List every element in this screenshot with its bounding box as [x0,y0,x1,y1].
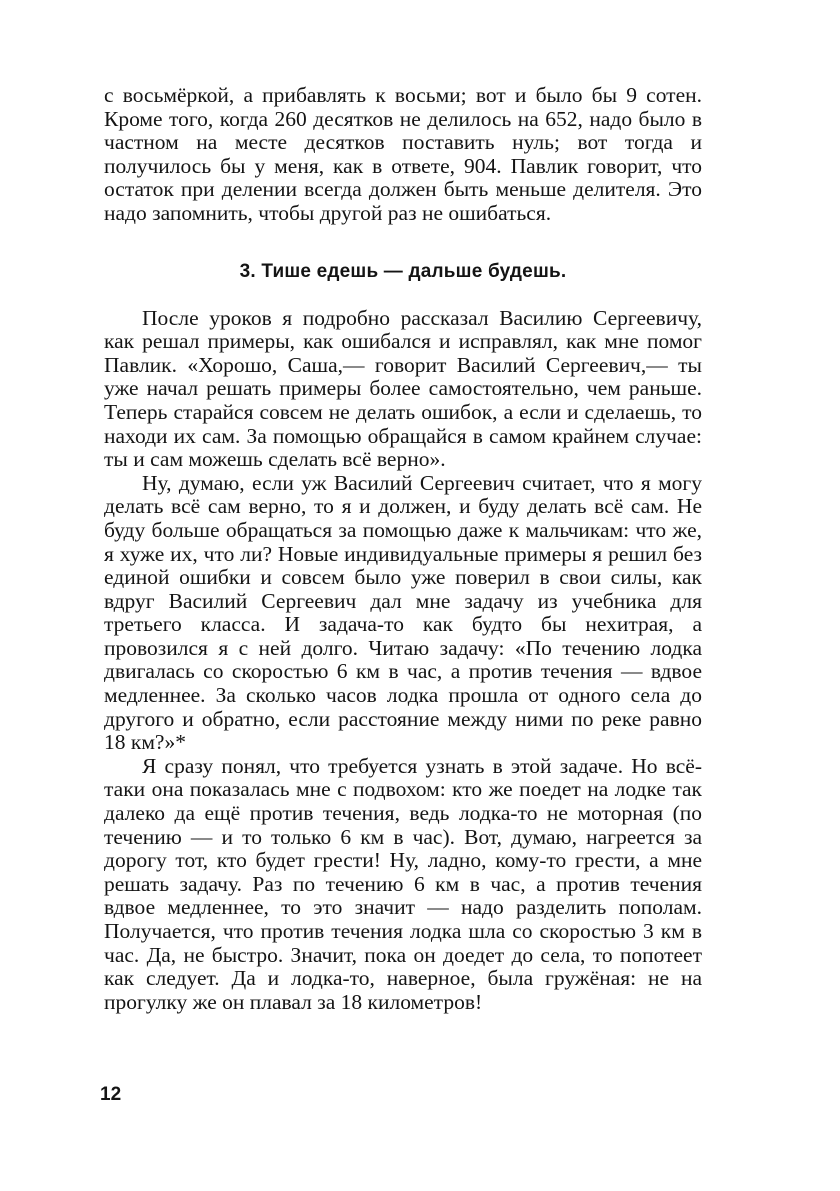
paragraph-1: После уроков я подробно рассказал Василию Сергеевичу, как решал примеры, как ошибался и исправлял, как мне помог Павлик. «Хорошо, Саша,— говорит Василий Сергеевич,— ты уже начал решать примеры более самостоятельно, чем раньше. Теперь старайся совсем не делать ошибок, а если и сделаешь, то находи их сам. За помощью обращайся в самом крайнем случае: ты и сам можешь сделать всё верно». [104,305,702,472]
paragraph-2: Ну, думаю, если уж Василий Сергеевич считает, что я могу делать всё сам верно, то я и должен, и буду делать всё сам. Не буду больше обращаться за помощью даже к мальчикам: что же, я хуже их, что ли? Новые индивидуальные примеры я решил без единой ошибки и совсем было уже поверил в свои силы, как вдруг Василий Сергеевич дал мне задачу из учебника для третьего класса. И задача-то как будто бы нехитрая, а провозился я с ней долго. Читаю задачу: «По течению лодка двигалась со скоростью 6 км в час, а против течения — вдвое медленнее. За сколько часов лодка прошла от одного села до другого и обратно, если расстояние между ними по реке равно 18 км?»* [104,470,702,755]
paragraph-3: Я сразу понял, что требуется узнать в этой задаче. Но всё-таки она показалась мне с подвохом: кто же поедет на лодке так далеко да ещё против течения, ведь лодка-то не моторная (по течению — и то только 6 км в час). Вот, думаю, нагреется за дорогу тот, кто будет грести! Ну, ладно, кому-то грести, а мне решать задачу. Раз по течению 6 км в час, а против течения вдвое медленнее, то это значит — надо разделить пополам. Получается, что против течения лодка шла со скоростью 3 км в час. Да, не быстро. Значит, пока он доедет до села, то попотеет как следует. Да и лодка-то, наверное, была гружёная: не на прогулку же он плавал за 18 километров! [104,753,702,1014]
section-heading: 3. Тише едешь — дальше будешь. [239,260,567,282]
page-body [104,84,702,1014]
page-number: 12 [100,1084,122,1105]
continued-paragraph: с восьмёркой, а прибавлять к восьми; вот и было бы 9 сотен. Кроме того, когда 260 десятков не делилось на 652, надо было в частном на месте десятков поставить нуль; вот тогда и получилось бы у меня, как в ответе, 904. Павлик говорит, что остаток при делении всегда должен быть меньше делителя. Это надо запомнить, чтобы другой раз не ошибаться. [104,83,702,225]
